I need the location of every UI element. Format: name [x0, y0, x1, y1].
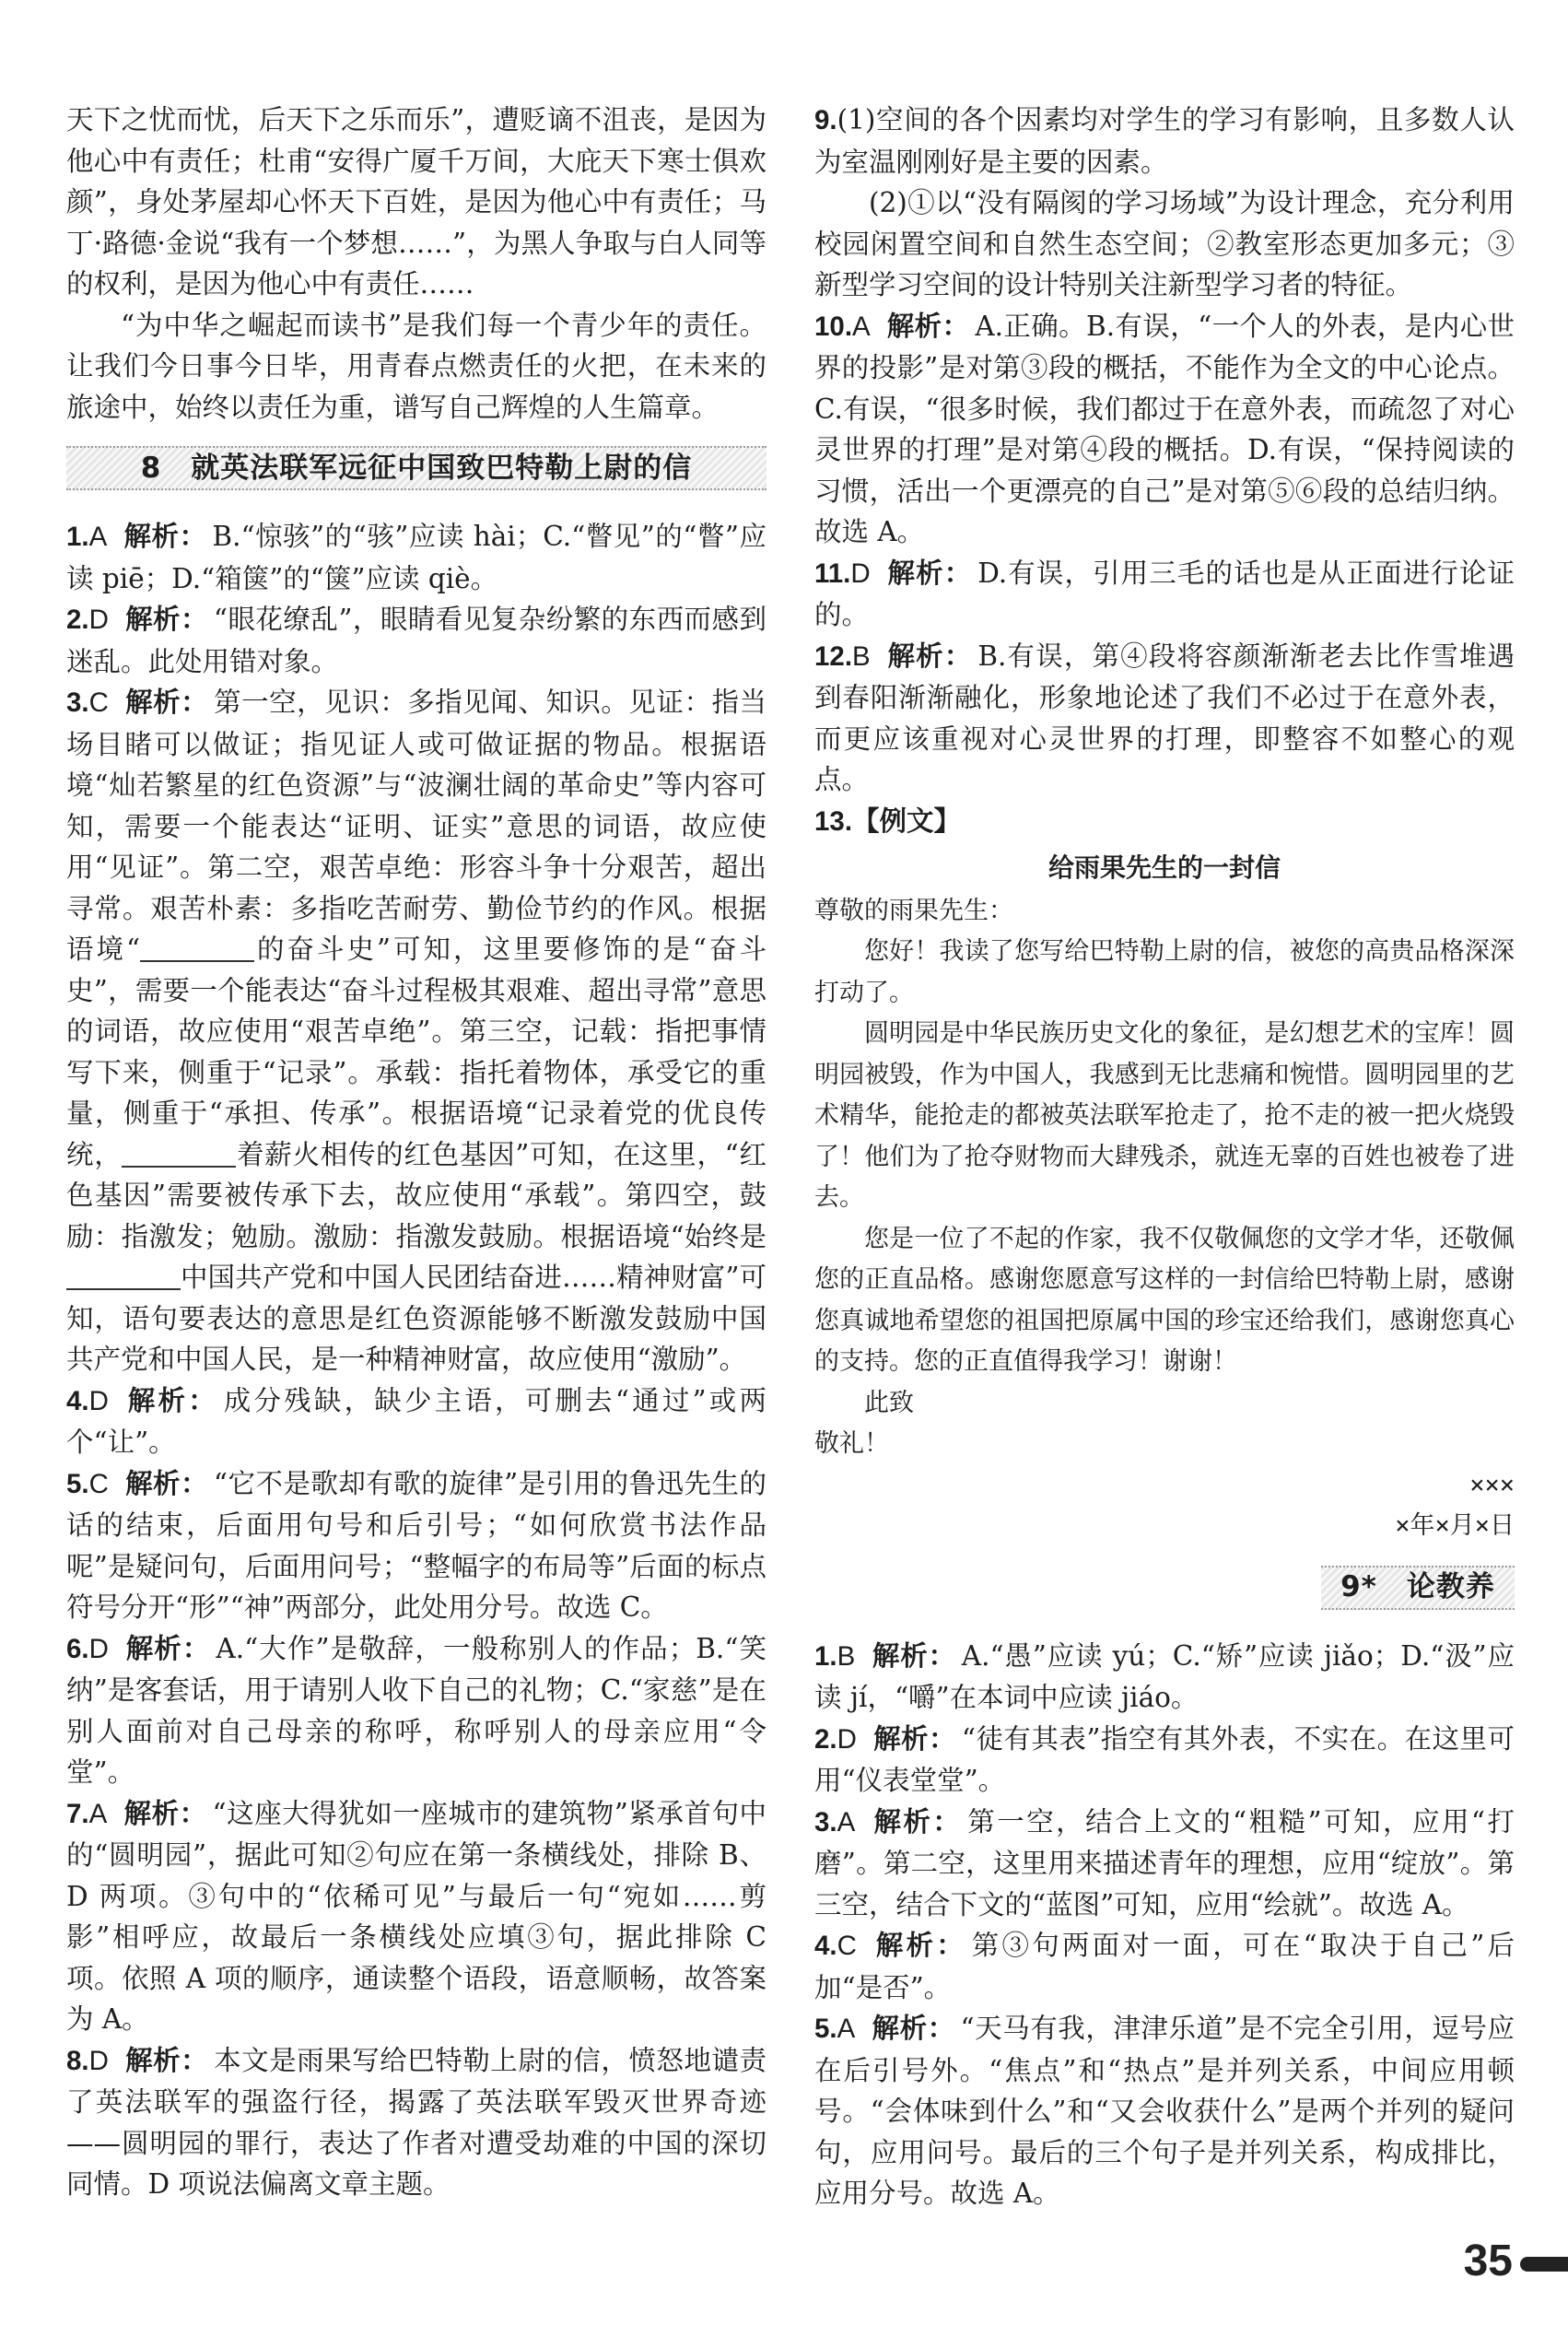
item-label: 解析： — [872, 1930, 966, 1961]
letter-paragraph-1: 您好！我读了您写给巴特勒上尉的信，被您的高贵品格深深打动了。 — [814, 937, 1515, 1007]
item-label: 解析： — [124, 1384, 218, 1416]
item-number: 5. — [66, 1468, 89, 1499]
item-text: “它不是歌却有歌的旋律”是引用的鲁迅先生的话的结束，后面用句号和后引号；“如何欣赏书法作品呢”是疑问句，后面用问号；“整幅字的布局等”后面的标点符号分开“形”“神”两部分，此处用分号。故选 C。 — [66, 1467, 766, 1623]
section-9-item-4 — [814, 1925, 1515, 2008]
item-number: 9. — [814, 105, 837, 135]
item-text: “徒有其表”指空有其外表，不实在。在这里可用“仪表堂堂”。 — [814, 1722, 1515, 1796]
answer-item-13 — [814, 801, 1515, 843]
item-number: 1. — [66, 522, 89, 552]
letter-closing-2: 敬礼！ — [814, 1429, 889, 1458]
intro-paragraph-2: “为中华之崛起而读书”是我们每一个青少年的责任。让我们今日事今日毕，用青春点燃责任的火把，在未来的旅途中，始终以责任为重，谱写自己辉煌的人生篇章。 — [66, 309, 766, 423]
answer-item-12 — [814, 636, 1515, 801]
answer-item-11 — [814, 553, 1515, 636]
item-answer: D — [88, 605, 109, 635]
fill-blank — [122, 1140, 236, 1168]
item-label: 解析： — [124, 1467, 208, 1499]
item-label: 解析： — [124, 1632, 211, 1664]
item-number: 8. — [66, 2045, 89, 2076]
item-label: 解析： — [886, 557, 973, 589]
letter-salutation: 尊敬的雨果先生： — [814, 896, 1013, 925]
section-9-title: 9* 论教养 — [1340, 1570, 1495, 1604]
item-label: 解析： — [886, 640, 973, 672]
item-answer: A — [88, 1798, 108, 1829]
section-9-heading — [1321, 1560, 1515, 1615]
item-answer: A — [852, 311, 871, 342]
item-text: 着薪火相传的红色基因”可知，在这里，“红色基因”需要被传承下去，故应使用“承载”。第四空，鼓励：指激发；勉励。激励：指激发鼓励。根据语境“始终是 — [66, 1138, 766, 1252]
item-text: (1)空间的各个因素均对学生的学习有影响，且多数人认为室温刚刚好是主要的因素。 — [814, 104, 1515, 178]
item-answer: C — [88, 1468, 109, 1499]
item-text: “这座大得犹如一座城市的建筑物”紧承首句中的“圆明园”，据此可知②句应在第一条横线处，排除 B、D 两项。③句中的“依稀可见”与最后一句“宛如……剪影”相呼应，故最后一条横线处应填③句，据此排除 C 项。依照 A 项的顺序，通读整个语段，语意顺畅，故答案为 A。 — [66, 1797, 766, 2035]
item-label: 解析： — [886, 310, 970, 342]
item-tag: 【例文】 — [852, 804, 962, 837]
item-label: 解析： — [123, 1797, 207, 1829]
answer-item-9 — [814, 100, 1515, 182]
item-answer: D — [850, 558, 871, 589]
section-9-item-3 — [814, 1802, 1515, 1926]
section-9-item-5 — [814, 2008, 1515, 2214]
item-answer: C — [88, 687, 109, 718]
answer-item-8 — [66, 2040, 766, 2205]
item-number: 2. — [66, 605, 89, 635]
item-text: D.有误，引用三毛的话也是从正面进行论证的。 — [814, 557, 1515, 630]
item-answer: A — [837, 1806, 856, 1838]
item-number: 6. — [66, 1633, 89, 1664]
item-text: B.“惊骇”的“骇”应读 hài；C.“瞥见”的“瞥”应读 piē；D.“箱箧”的“箧”应读 qiè。 — [66, 521, 766, 594]
answer-item-1 — [66, 516, 766, 599]
item-answer: D — [837, 1723, 857, 1755]
item-number: 3. — [814, 1806, 837, 1838]
intro-paragraph-1: 天下之忧而忧，后天下之乐而乐”，遭贬谪不沮丧，是因为他心中有责任；杜甫“安得广厦千万间，大庇天下寒士俱欢颜”，身处茅屋却心怀天下百姓，是因为他心中有责任；马丁·路德·金说“我有一个梦想……”，为黑人争取与白人同等的权利，是因为他心中有责任…… — [66, 104, 766, 299]
item-label: 解析： — [124, 2044, 209, 2076]
item-answer: D — [88, 1385, 109, 1416]
item-number: 3. — [66, 687, 89, 718]
letter-title: 给雨果先生的一封信 — [1047, 852, 1281, 883]
item-text: 中国共产党和中国人民团结奋进……精神财富”可知，语句要表达的意思是红色资源能够不断激发鼓励中国共产党和中国人民，是一种精神财富，故应使用“激励”。 — [66, 1262, 766, 1375]
answer-item-6 — [66, 1628, 766, 1793]
letter-paragraph-3: 您是一位了不起的作家，我不仅敬佩您的文学才华，还敬佩您的正直品格。感谢您愿意写这样的一封信给巴特勒上尉，感谢您真诚地希望您的祖国把原属中国的珍宝还给我们，感谢您真心的支持。您的正直值得我学习！谢谢！ — [814, 1224, 1515, 1376]
left-column — [66, 100, 766, 2205]
item-label: 解析： — [123, 521, 207, 552]
item-text: “天马有我，津津乐道”是不完全引用，逗号应在后引号外。“焦点”和“热点”是并列关系，中间应用顿号。“会体味到什么”和“又会收获什么”是两个并列的疑问句，应用问号。最后的三个句子是并列关系，构成排比，应用分号。故选 A。 — [814, 2013, 1515, 2209]
item-label: 解析： — [871, 2013, 955, 2044]
right-column — [814, 100, 1515, 2214]
answer-item-3 — [66, 682, 766, 1380]
answer-item-2 — [66, 599, 766, 682]
item-answer: B — [852, 640, 871, 672]
page-edge-tab — [1520, 2257, 1568, 2272]
item-text: A.“大作”是敬辞，一般称别人的作品；B.“笑纳”是客套话，用于请别人收下自己的礼物；C.“家慈”是在别人面前对自己母亲的称呼，称呼别人的母亲应用“令堂”。 — [66, 1632, 766, 1788]
answer-item-7 — [66, 1793, 766, 2040]
section-9-item-2 — [814, 1719, 1515, 1802]
item-text: A.“愚”应读 yú；C.“矫”应读 jiǎo；D.“汲”应读 jí，“嚼”在本词中应读 jiáo。 — [814, 1639, 1515, 1713]
item-answer: D — [88, 1633, 109, 1664]
letter-closing-1: 此致 — [864, 1388, 914, 1417]
item-text: “眼花缭乱”，眼睛看见复杂纷繁的东西而感到迷乱。此处用错对象。 — [66, 604, 766, 677]
fill-blank — [66, 1263, 181, 1291]
section-8-heading — [66, 440, 766, 496]
item-answer: A — [837, 2014, 856, 2044]
item-text: 成分残缺，缺少主语，可删去“通过”或两个“让”。 — [66, 1384, 766, 1458]
item-label: 解析： — [871, 1639, 956, 1672]
item-label: 解析： — [872, 1722, 956, 1755]
item-number: 4. — [814, 1931, 837, 1961]
letter-signature: ××× — [1469, 1470, 1515, 1499]
letter-date: ×年×月×日 — [1395, 1511, 1515, 1540]
item-number: 10. — [814, 311, 853, 342]
item-label: 解析： — [124, 687, 209, 718]
letter-paragraph-2: 圆明园是中华民族历史文化的象征，是幻想艺术的宝库！圆明园被毁，作为中国人，我感到无比悲痛和惋惜。圆明园里的艺术精华，能抢走的都被英法联军抢走了，抢不走的被一把火烧毁了！他们为了抢夺财物而大肆残杀，就连无辜的百姓也被卷了进去。 — [814, 1019, 1515, 1212]
item-number: 1. — [814, 1640, 837, 1672]
item-text: 本文是雨果写给巴特勒上尉的信，愤怒地谴责了英法联军的强盗行径，揭露了英法联军毁灭世界奇迹——圆明园的罪行，表达了作者对遭受劫难的中国的深切同情。D 项说法偏离文章主题。 — [66, 2044, 766, 2200]
answer-item-5 — [66, 1463, 766, 1628]
item-answer: C — [837, 1931, 857, 1961]
item-text: 第③句两面对一面，可在“取决于自己”后加“是否”。 — [814, 1930, 1515, 2003]
section-9-item-1 — [814, 1636, 1515, 1719]
sample-letter — [814, 848, 1515, 1547]
answer-item-10 — [814, 306, 1515, 553]
item-number: 4. — [66, 1385, 89, 1416]
page-number: 35 — [1463, 2237, 1513, 2285]
item-number: 13. — [814, 805, 853, 837]
item-text: 第一空，结合上文的“粗糙”可知，应用“打磨”。第二空，这里用来描述青年的理想，应用“绽放”。第三空，结合下文的“蓝图”可知，应用“绘就”。故选 A。 — [814, 1805, 1515, 1920]
answer-item-4 — [66, 1380, 766, 1463]
item-label: 解析： — [124, 604, 208, 635]
item-number: 2. — [814, 1723, 837, 1755]
item-answer: D — [88, 2045, 109, 2076]
item-9-part-2: (2)①以“没有隔阂的学习场域”为设计理念，充分利用校园闲置空间和自然生态空间；②教室形态更加多元；③新型学习空间的设计特别关注新型学习者的特征。 — [814, 187, 1515, 300]
item-answer: A — [88, 522, 108, 552]
item-answer: B — [837, 1640, 856, 1672]
item-number: 7. — [66, 1798, 89, 1829]
item-text: 的奋斗史”可知，这里要修饰的是“奋斗史”，需要一个能表达“奋斗过程极其艰难、超出寻常”意思的词语，故应使用“艰苦卓绝”。第三空，记载：指把事情写下来，侧重于“记录”。承载：指托着物体，承受它的重量，侧重于“承担、传承”。根据语境“记录着党的优良传统， — [66, 934, 766, 1170]
item-label: 解析： — [871, 1805, 963, 1838]
fill-blank — [140, 935, 254, 963]
item-text: A.正确。B.有误，“一个人的外表，是内心世界的投影”是对第③段的概括，不能作为全文的中心论点。C.有误，“很多时候，我们都过于在意外表，而疏忽了对心灵世界的打理”是对第④段的概括。D.有误，“保持阅读的习惯，活出一个更漂亮的自己”是对第⑤⑥段的总结归纳。故选 A。 — [814, 310, 1515, 547]
item-number: 11. — [814, 558, 851, 589]
item-number: 5. — [814, 2014, 837, 2044]
item-text: B.有误，第④段将容颜渐渐老去比作雪堆遇到春阳渐渐融化，形象地论述了我们不必过于在意外表，而更应该重视对心灵世界的打理，即整容不如整心的观点。 — [814, 640, 1515, 795]
item-number: 12. — [814, 640, 853, 672]
item-text: 第一空，见识：多指见闻、知识。见证：指当场目睹可以做证；指见证人或可做证据的物品。根据语境“灿若繁星的红色资源”与“波澜壮阔的革命史”等内容可知，需要一个能表达“证明、证实”意思的词语，故应使用“见证”。第二空，艰苦卓绝：形容斗争十分艰苦，超出寻常。艰苦朴素：多指吃苦耐劳、勤俭节约的作风。根据语境“ — [66, 687, 766, 965]
section-8-title: 8 就英法联军远征中国致巴特勒上尉的信 — [140, 451, 693, 485]
